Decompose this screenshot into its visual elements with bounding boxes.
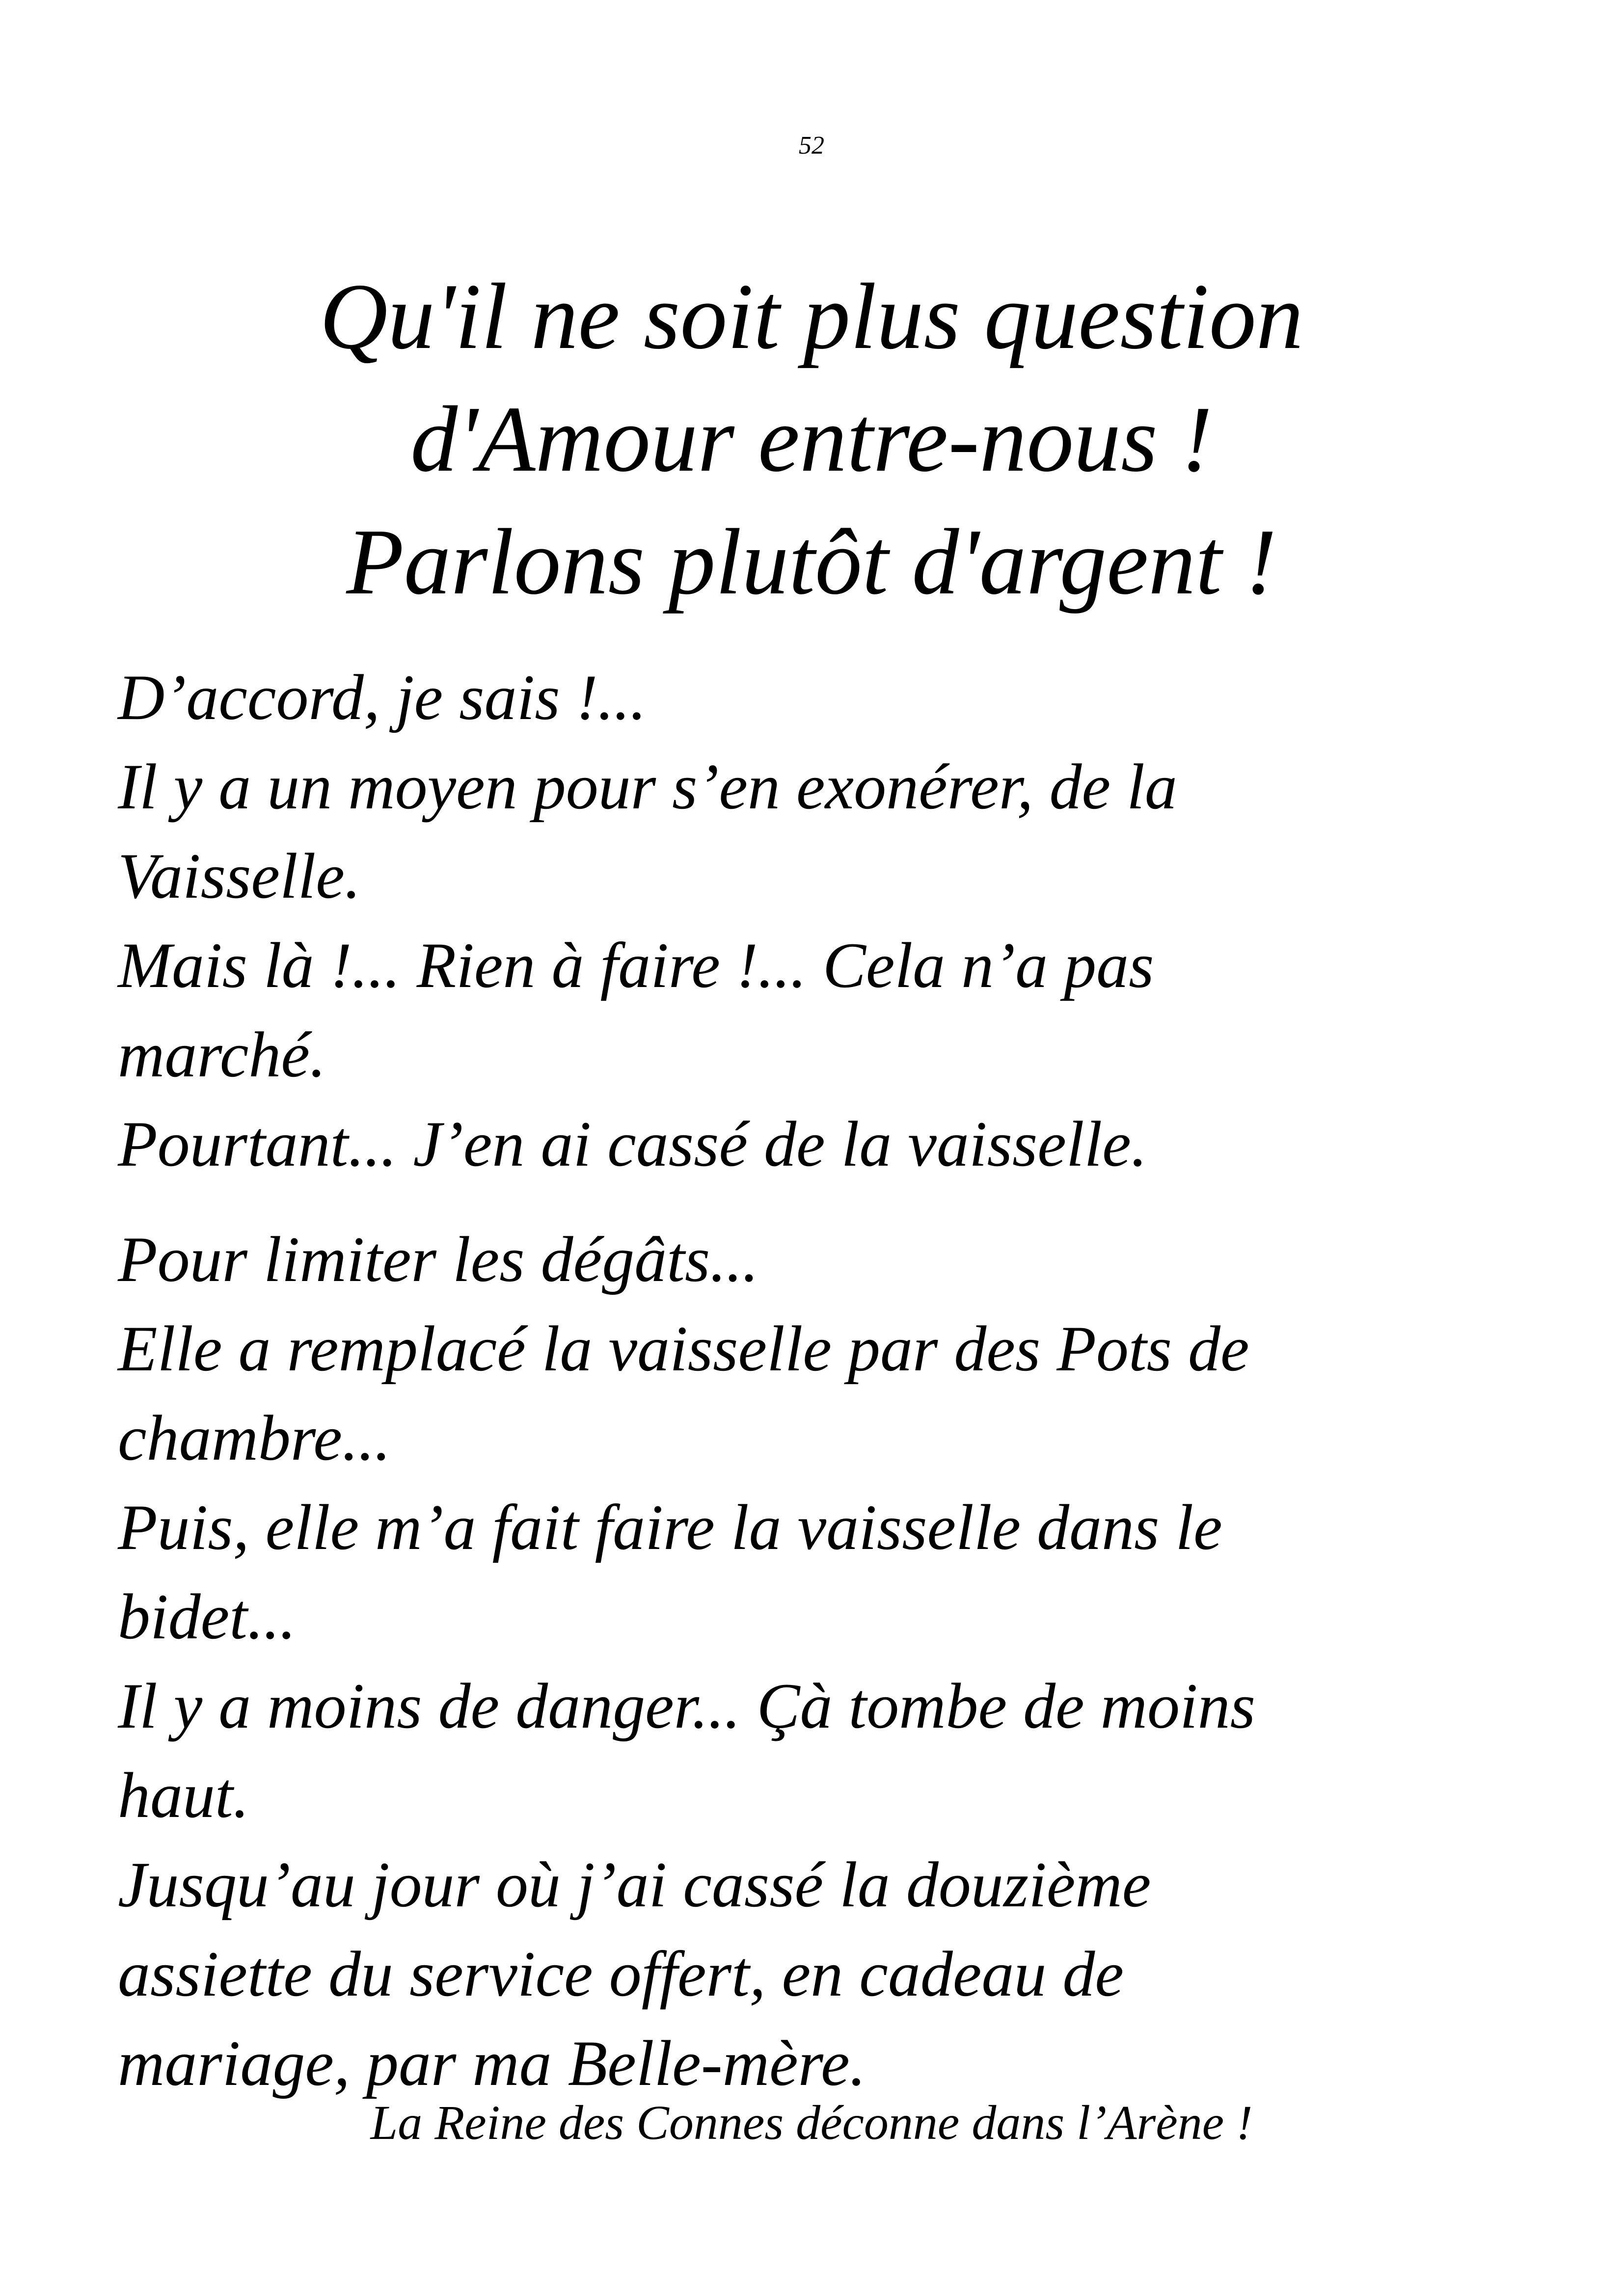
text-line: Puis, elle m’a fait faire la vaisselle dans le bbox=[118, 1491, 1222, 1563]
paragraph-2 bbox=[118, 1215, 1542, 2108]
text-line: assiette du service offert, en cadeau de bbox=[118, 1938, 1124, 2010]
page-number: 52 bbox=[799, 132, 824, 160]
text-line: chambre... bbox=[118, 1402, 391, 1474]
text-line: Mais là !... Rien à faire !... Cela n’a pas bbox=[118, 929, 1154, 1001]
title-line: d'Amour entre-nous ! bbox=[410, 387, 1213, 491]
text-line: Elle a remplacé la vaisselle par des Pots de bbox=[118, 1312, 1249, 1385]
text-line: haut. bbox=[118, 1759, 249, 1831]
paragraph-1 bbox=[118, 653, 1542, 1189]
text-line: Vaisselle. bbox=[118, 840, 361, 912]
text-line: bidet... bbox=[118, 1580, 296, 1653]
page-title bbox=[147, 255, 1476, 623]
text-line: Pourtant... J’en ai cassé de la vaisselle. bbox=[118, 1108, 1147, 1180]
text-line: mariage, par ma Belle-mère. bbox=[118, 2027, 866, 2099]
page-footer: La Reine des Connes déconne dans l’Arène ! bbox=[370, 2095, 1253, 2150]
text-line: marché. bbox=[118, 1018, 326, 1091]
title-line: Qu'il ne soit plus question bbox=[320, 264, 1303, 369]
title-line: Parlons plutôt d'argent ! bbox=[346, 509, 1277, 614]
text-line: Pour limiter les dégâts... bbox=[118, 1223, 759, 1295]
text-line: Il y a moins de danger... Çà tombe de moins bbox=[118, 1670, 1256, 1742]
text-line: D’accord, je sais !... bbox=[118, 661, 647, 733]
text-line: Il y a un moyen pour s’en exonérer, de la bbox=[118, 750, 1177, 823]
text-line: Jusqu’au jour où j’ai cassé la douzième bbox=[118, 1848, 1151, 1921]
